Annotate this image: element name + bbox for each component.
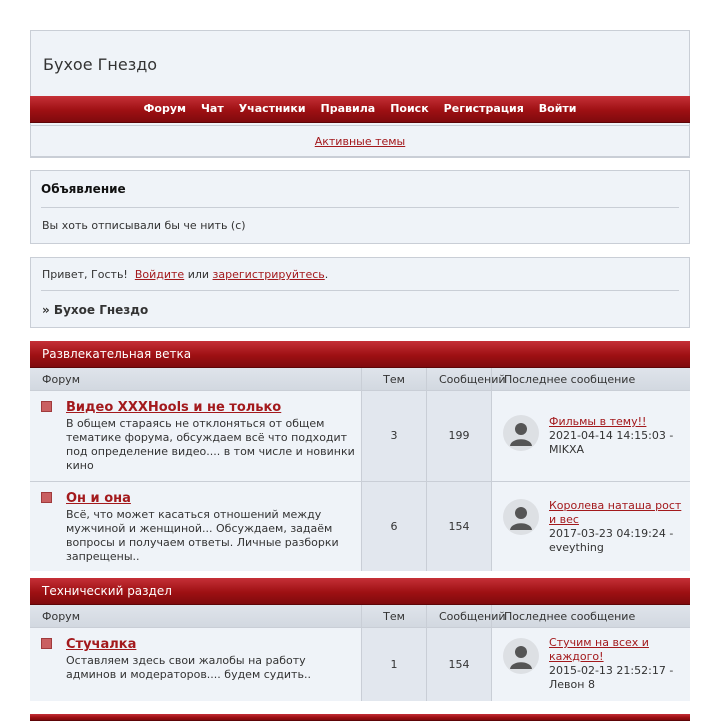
forum-description: В общем стараясь не отклоняться от общем тематике форума, обсуждаем всё что подходит под определение видео.... в том числе и новинки кино — [66, 417, 355, 472]
active-topics-bar — [30, 125, 690, 157]
category-title[interactable]: Развлекательная ветка — [30, 341, 690, 368]
nav-forum[interactable]: Форум — [143, 102, 187, 115]
column-header-row — [30, 368, 690, 390]
topic-count: 1 — [390, 658, 398, 671]
breadcrumb: » Бухое Гнездо — [42, 303, 149, 317]
last-post-meta: 2015-02-13 21:52:17 - Левон 8 — [549, 664, 674, 691]
greeting-text: Привет, Гость! — [42, 268, 128, 281]
topic-count: 3 — [390, 429, 398, 442]
forum-description: Оставляем здесь свои жалобы на работу админов и модераторов.... будем судить.. — [66, 654, 311, 681]
announcement-title: Объявление — [41, 182, 126, 196]
column-header-row — [30, 605, 690, 627]
announcement-panel — [30, 170, 690, 244]
post-count: 154 — [448, 520, 470, 533]
welcome-line — [42, 268, 328, 281]
nav-login[interactable]: Войти — [538, 102, 577, 115]
forum-row — [30, 390, 690, 481]
user-avatar-icon[interactable] — [503, 499, 539, 535]
divider — [41, 290, 679, 291]
forum-description: Всё, что может касаться отношений между мужчиной и женщиной... Обсуждаем, задаём вопросы и получаем ответы. Личные разборки запрещены.. — [66, 508, 339, 563]
forum-row — [30, 481, 690, 571]
last-post-link[interactable]: Королева наташа рост и вес — [549, 499, 682, 526]
column-topics: Тем — [383, 373, 405, 386]
last-post-meta: 2021-04-14 14:15:03 - MIKXA — [549, 429, 674, 456]
column-posts: Сообщений — [439, 373, 506, 386]
nav-search[interactable]: Поиск — [390, 102, 429, 115]
forum-status-icon — [41, 638, 52, 649]
category-title[interactable]: Технический раздел — [30, 578, 690, 605]
board-header — [30, 30, 690, 158]
column-posts: Сообщений — [439, 610, 506, 623]
column-divider — [491, 391, 492, 481]
topic-count: 6 — [390, 520, 398, 533]
nav-rules[interactable]: Правила — [320, 102, 376, 115]
post-count: 154 — [448, 658, 470, 671]
nav-chat[interactable]: Чат — [201, 102, 224, 115]
forum-row — [30, 627, 690, 701]
register-link[interactable]: зарегистрируйтесь — [212, 268, 325, 281]
post-count: 199 — [448, 429, 470, 442]
category-technical — [30, 578, 690, 701]
nav-members[interactable]: Участники — [238, 102, 306, 115]
user-avatar-icon[interactable] — [503, 638, 539, 674]
main-nav — [30, 96, 690, 123]
welcome-panel — [30, 257, 690, 328]
forum-status-icon — [41, 492, 52, 503]
column-topics: Тем — [383, 610, 405, 623]
user-avatar-icon[interactable] — [503, 415, 539, 451]
last-post-link[interactable]: Стучим на всех и каждого! — [549, 636, 649, 663]
column-last-post: Последнее сообщение — [504, 373, 636, 386]
column-last-post: Последнее сообщение — [504, 610, 636, 623]
announcement-text: Вы хоть отписывали бы че нить (с) — [42, 219, 246, 232]
category-entertainment — [30, 341, 690, 571]
active-topics-link[interactable]: Активные темы — [314, 134, 406, 148]
nav-register[interactable]: Регистрация — [443, 102, 524, 115]
board-title: Бухое Гнездо — [43, 55, 158, 74]
login-link[interactable]: Войдите — [134, 268, 185, 281]
last-post-link[interactable]: Фильмы в тему!! — [549, 415, 647, 428]
divider — [41, 207, 679, 208]
or-text: или — [187, 268, 210, 281]
column-forum: Форум — [42, 373, 80, 386]
column-divider — [491, 482, 492, 571]
period-text: . — [324, 268, 329, 281]
column-forum: Форум — [42, 610, 80, 623]
forum-title-link[interactable]: Он и она — [66, 491, 131, 506]
last-post-meta: 2017-03-23 04:19:24 - eveything — [549, 527, 674, 554]
forum-status-icon — [41, 401, 52, 412]
column-divider — [491, 628, 492, 701]
forum-title-link[interactable]: Видео XXXHools и не только — [66, 400, 282, 415]
forum-title-link[interactable]: Стучалка — [66, 637, 137, 652]
